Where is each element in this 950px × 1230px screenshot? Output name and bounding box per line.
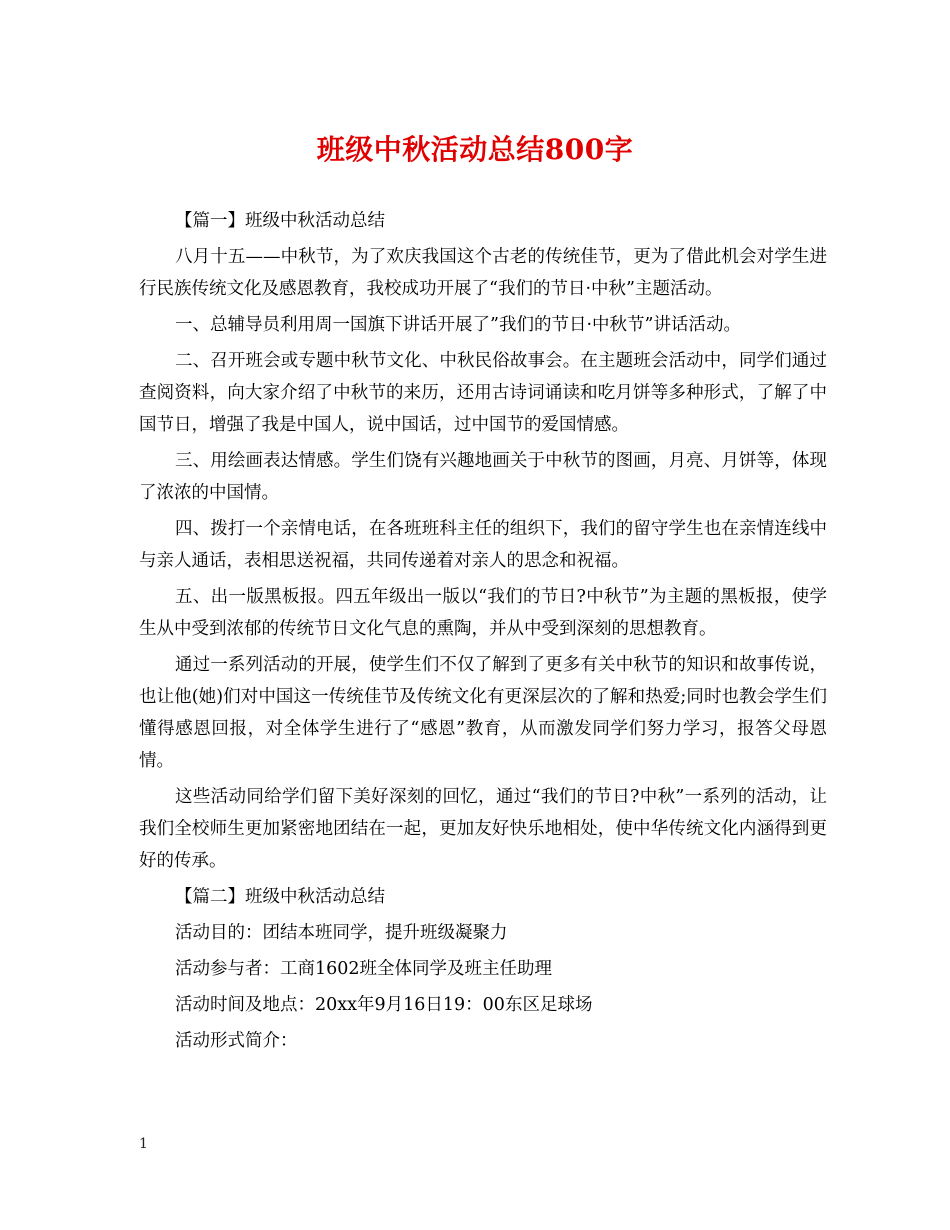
paragraph: 活动形式简介： bbox=[175, 1031, 298, 1051]
paragraph: 四、拨打一个亲情电话，在各班班科主任的组织下，我们的留守学生也在亲情连线中与亲人通话，表相思送祝福，共同传递着对亲人的思念和祝福。 bbox=[139, 519, 827, 571]
paragraph: 一、总辅导员利用周一国旗下讲话开展了”我们的节日·中秋节”讲话活动。 bbox=[175, 315, 741, 335]
paragraph: 活动参与者：工商1602班全体同学及班主任助理 bbox=[175, 959, 553, 979]
paragraph: 这些活动同给学们留下美好深刻的回忆，通过“我们的节日?中秋”一系列的活动，让我们全校师生更加紧密地团结在一起，更加友好快乐地相处，使中华传统文化内涵得到更好的传承。 bbox=[139, 787, 827, 871]
paragraph: 八月十五——中秋节，为了欢庆我国这个古老的传统佳节，更为了借此机会对学生进行民族传统文化及感恩教育，我校成功开展了“我们的节日·中秋”主题活动。 bbox=[139, 247, 827, 299]
section-heading-1: 【篇一】班级中秋活动总结 bbox=[175, 211, 385, 231]
paragraph: 活动时间及地点：20xx年9月16日19：00东区足球场 bbox=[175, 995, 593, 1015]
paragraph: 三、用绘画表达情感。学生们饶有兴趣地画关于中秋节的图画，月亮、月饼等，体现了浓浓的中国情。 bbox=[139, 451, 827, 503]
page-number: 1 bbox=[139, 1136, 148, 1152]
paragraph: 二、召开班会或专题中秋节文化、中秋民俗故事会。在主题班会活动中，同学们通过查阅资料，向大家介绍了中秋节的来历，还用古诗词诵读和吃月饼等多种形式，了解了中国节日，增强了我是中国人，说中国话，过中国节的爱国情感。 bbox=[139, 351, 827, 435]
section-heading-2: 【篇二】班级中秋活动总结 bbox=[175, 887, 385, 907]
paragraph: 活动目的：团结本班同学，提升班级凝聚力 bbox=[175, 923, 508, 943]
document-body bbox=[139, 205, 827, 1061]
paragraph: 五、出一版黑板报。四五年级出一版以“我们的节日?中秋节”为主题的黑板报，使学生从中受到浓郁的传统节日文化气息的熏陶，并从中受到深刻的思想教育。 bbox=[139, 587, 827, 639]
page-title: 班级中秋活动总结800字 bbox=[316, 133, 634, 166]
paragraph: 通过一系列活动的开展，使学生们不仅了解到了更多有关中秋节的知识和故事传说，也让他(她)们对中国这一传统佳节及传统文化有更深层次的了解和热爱;同时也教会学生们懂得感恩回报，对全体学生进行了“感恩”教育，从而激发同学们努力学习，报答父母恩情。 bbox=[139, 655, 827, 771]
